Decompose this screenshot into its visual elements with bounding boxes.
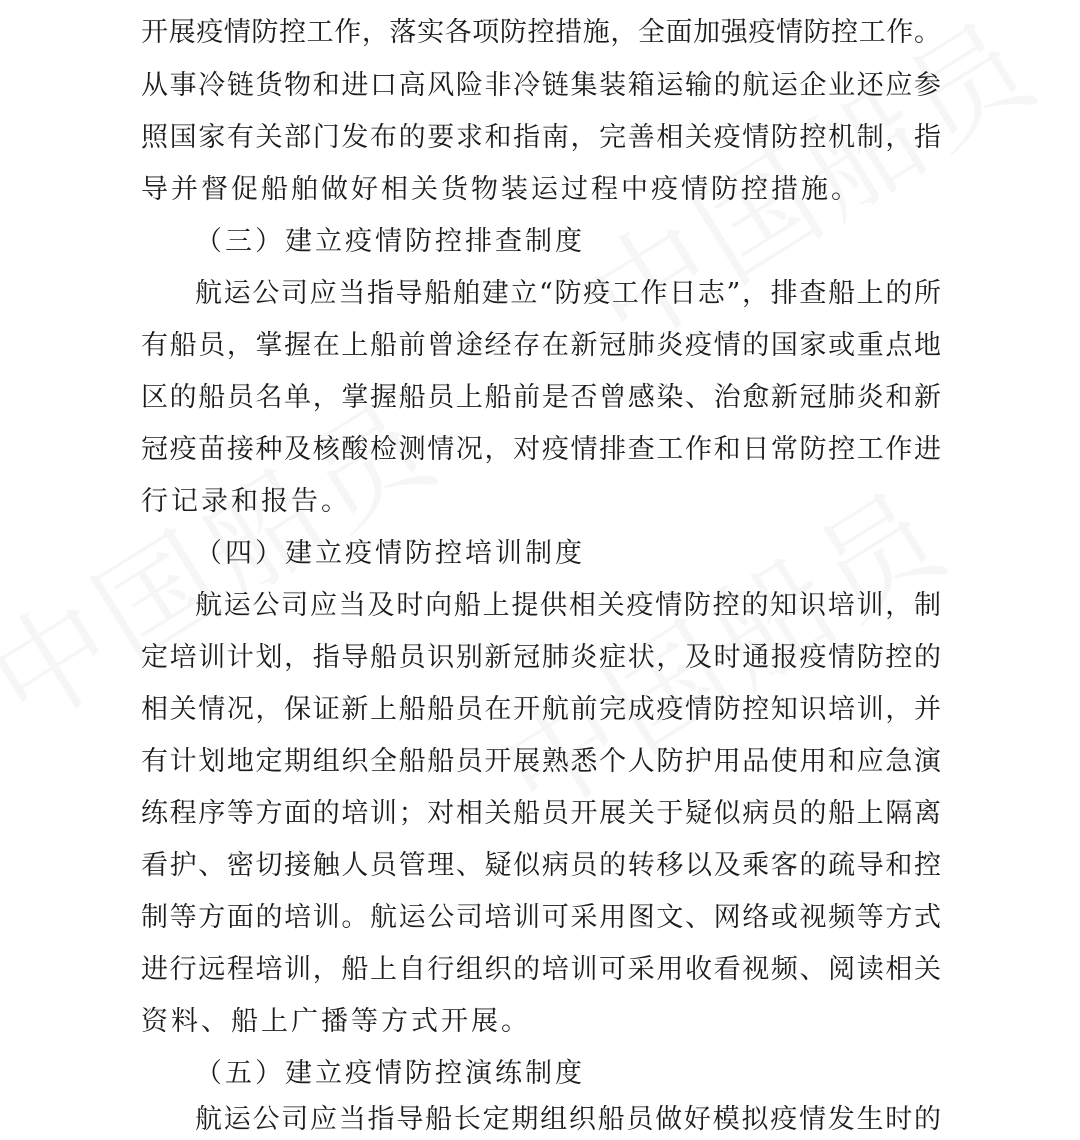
paragraph-line: 制等方面的培训。航运公司培训可采用图文、网络或视频等方式	[141, 902, 941, 933]
paragraph-line: 航运公司应当指导船舶建立“防疫工作日志”，排查船上的所	[195, 278, 941, 309]
paragraph-line: 看护、密切接触人员管理、疑似病员的转移以及乘客的疏导和控	[141, 850, 941, 881]
paragraph-line: 航运公司应当及时向船上提供相关疫情防控的知识培训，制	[195, 590, 941, 621]
paragraph-line: 有计划地定期组织全船船员开展熟悉个人防护用品使用和应急演	[141, 746, 941, 777]
paragraph-line: 冠疫苗接种及核酸检测情况，对疫情排查工作和日常防控工作进	[141, 434, 941, 465]
paragraph-line: 行记录和报告。	[141, 486, 351, 517]
paragraph-line: 有船员，掌握在上船前曾途经存在新冠肺炎疫情的国家或重点地	[141, 330, 941, 361]
section-heading-3: （三）建立疫情防控排查制度	[195, 226, 585, 257]
paragraph-line: 开展疫情防控工作，落实各项防控措施，全面加强疫情防控工作。	[141, 17, 941, 48]
paragraph-line: 练程序等方面的培训；对相关船员开展关于疑似病员的船上隔离	[141, 798, 941, 829]
paragraph-line: 导并督促船舶做好相关货物装运过程中疫情防控措施。	[141, 174, 861, 205]
paragraph-line: 照国家有关部门发布的要求和指南，完善相关疫情防控机制，指	[141, 122, 941, 153]
paragraph-line: 区的船员名单，掌握船员上船前是否曾感染、治愈新冠肺炎和新	[141, 382, 941, 413]
section-heading-4: （四）建立疫情防控培训制度	[195, 538, 585, 569]
paragraph-line: 从事冷链货物和进口高风险非冷链集装箱运输的航运企业还应参	[141, 70, 941, 101]
paragraph-line: 定培训计划，指导船员识别新冠肺炎症状，及时通报疫情防控的	[141, 642, 941, 673]
paragraph-line: 进行远程培训，船上自行组织的培训可采用收看视频、阅读相关	[141, 954, 941, 985]
paragraph-line: 相关情况，保证新上船船员在开航前完成疫情防控知识培训，并	[141, 694, 941, 725]
paragraph-line: 航运公司应当指导船长定期组织船员做好模拟疫情发生时的	[195, 1104, 941, 1135]
section-heading-5: （五）建立疫情防控演练制度	[195, 1058, 585, 1089]
paragraph-line: 资料、船上广播等方式开展。	[141, 1006, 531, 1037]
